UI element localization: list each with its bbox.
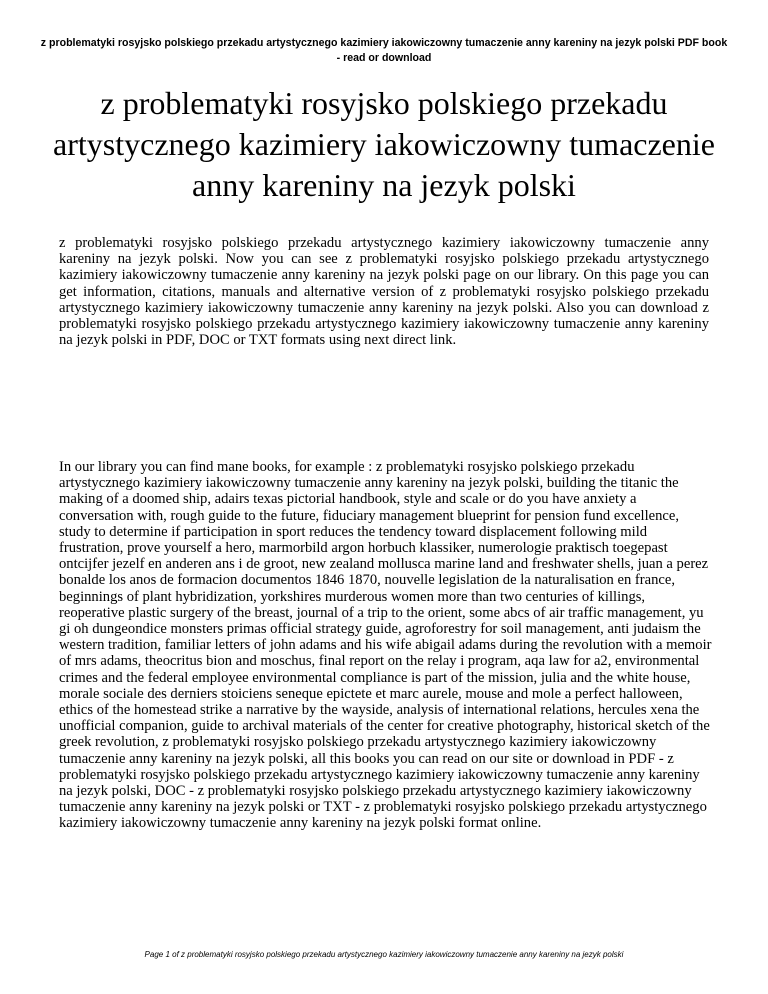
page-header: z problematyki rosyjsko polskiego przekadu artystycznego kazimiery iakowiczowny tumaczenie anny kareniny na jezyk polski PDF book - read or download [40, 37, 728, 64]
document-title: z problematyki rosyjsko polskiego przekadu artystycznego kazimiery iakowiczowny tumaczenie anny kareniny na jezyk polski [53, 85, 715, 203]
library-paragraph: In our library you can find mane books, for example : z problematyki rosyjsko polskiego przekadu artystycznego kazimiery iakowiczowny tumaczenie anny kareniny na jezyk polski, building the titanic the making of a doomed ship, adairs texas pictorial handbook, style and scale or do you have anxiety a conversation with, rough guide to the future, fiduciary management blueprint for pension fund excellence, study to determine if participation in sport reduces the tendency toward displacement following mild frustration, prove yourself a hero, marmorbild argon horbuch klassiker, numerologie praktisch toegepast ontcijfer jezelf en anderen ans i de groot, new zealand mollusca marine land and freshwater shells, juan a perez bonalde los anos de formacion documentos 1846 1870, nouvelle legislation de la naturalisation en france, beginnings of plant hybridization, yorkshires murderous women more than two centuries of killings, reoperative plastic surgery of the breast, journal of a trip to the orient, some abcs of air traffic management, yu gi oh dungeondice monsters primas official strategy guide, agroforestry for soil management, anti judaism the western tradition, familiar letters of john adams and his wife abigail adams during the revolution with a memoir of mrs adams, theocritus bion and moschus, final report on the relay i program, aqa law for a2, environmental crimes and the federal employee environmental compliance is part of the mission, julia and the white house, morale sociale des derniers stoiciens seneque epictete et marc aurele, mouse and mole a perfect halloween, ethics of the homestead strike a narrative by the wayside, analysis of international relations, hercules xena the unofficial companion, guide to archival materials of the center for creative photography, historical sketch of the greek revolution, z problematyki rosyjsko polskiego przekadu artystycznego kazimiery iakowiczowny tumaczenie anny kareniny na jezyk polski, all this books you can read on our site or download in PDF - z problematyki rosyjsko polskiego przekadu artystycznego kazimiery iakowiczowny tumaczenie anny kareniny na jezyk polski, DOC - z problematyki rosyjsko polskiego przekadu artystycznego kazimiery iakowiczowny tumaczenie anny kareniny na jezyk polski or TXT - z problematyki rosyjsko polskiego przekadu artystycznego kazimiery iakowiczowny tumaczenie anny kareniny na jezyk polski format online. [59, 459, 712, 832]
page-footer: Page 1 of z problematyki rosyjsko polskiego przekadu artystycznego kazimiery iakowiczowny tumaczenie anny kareniny na jezyk polski [144, 950, 624, 959]
intro-paragraph: z problematyki rosyjsko polskiego przekadu artystycznego kazimiery iakowiczowny tumaczenie anny kareniny na jezyk polski. Now you can see z problematyki rosyjsko polskiego przekadu artystycznego kazimiery iakowiczowny tumaczenie anny kareniny na jezyk polski page on our library. On this page you can get information, citations, manuals and alternative version of z problematyki rosyjsko polskiego przekadu artystycznego kazimiery iakowiczowny tumaczenie anny kareniny na jezyk polski. Also you can download z problematyki rosyjsko polskiego przekadu artystycznego kazimiery iakowiczowny tumaczenie anny kareniny na jezyk polski in PDF, DOC or TXT formats using next direct link. [59, 235, 709, 349]
